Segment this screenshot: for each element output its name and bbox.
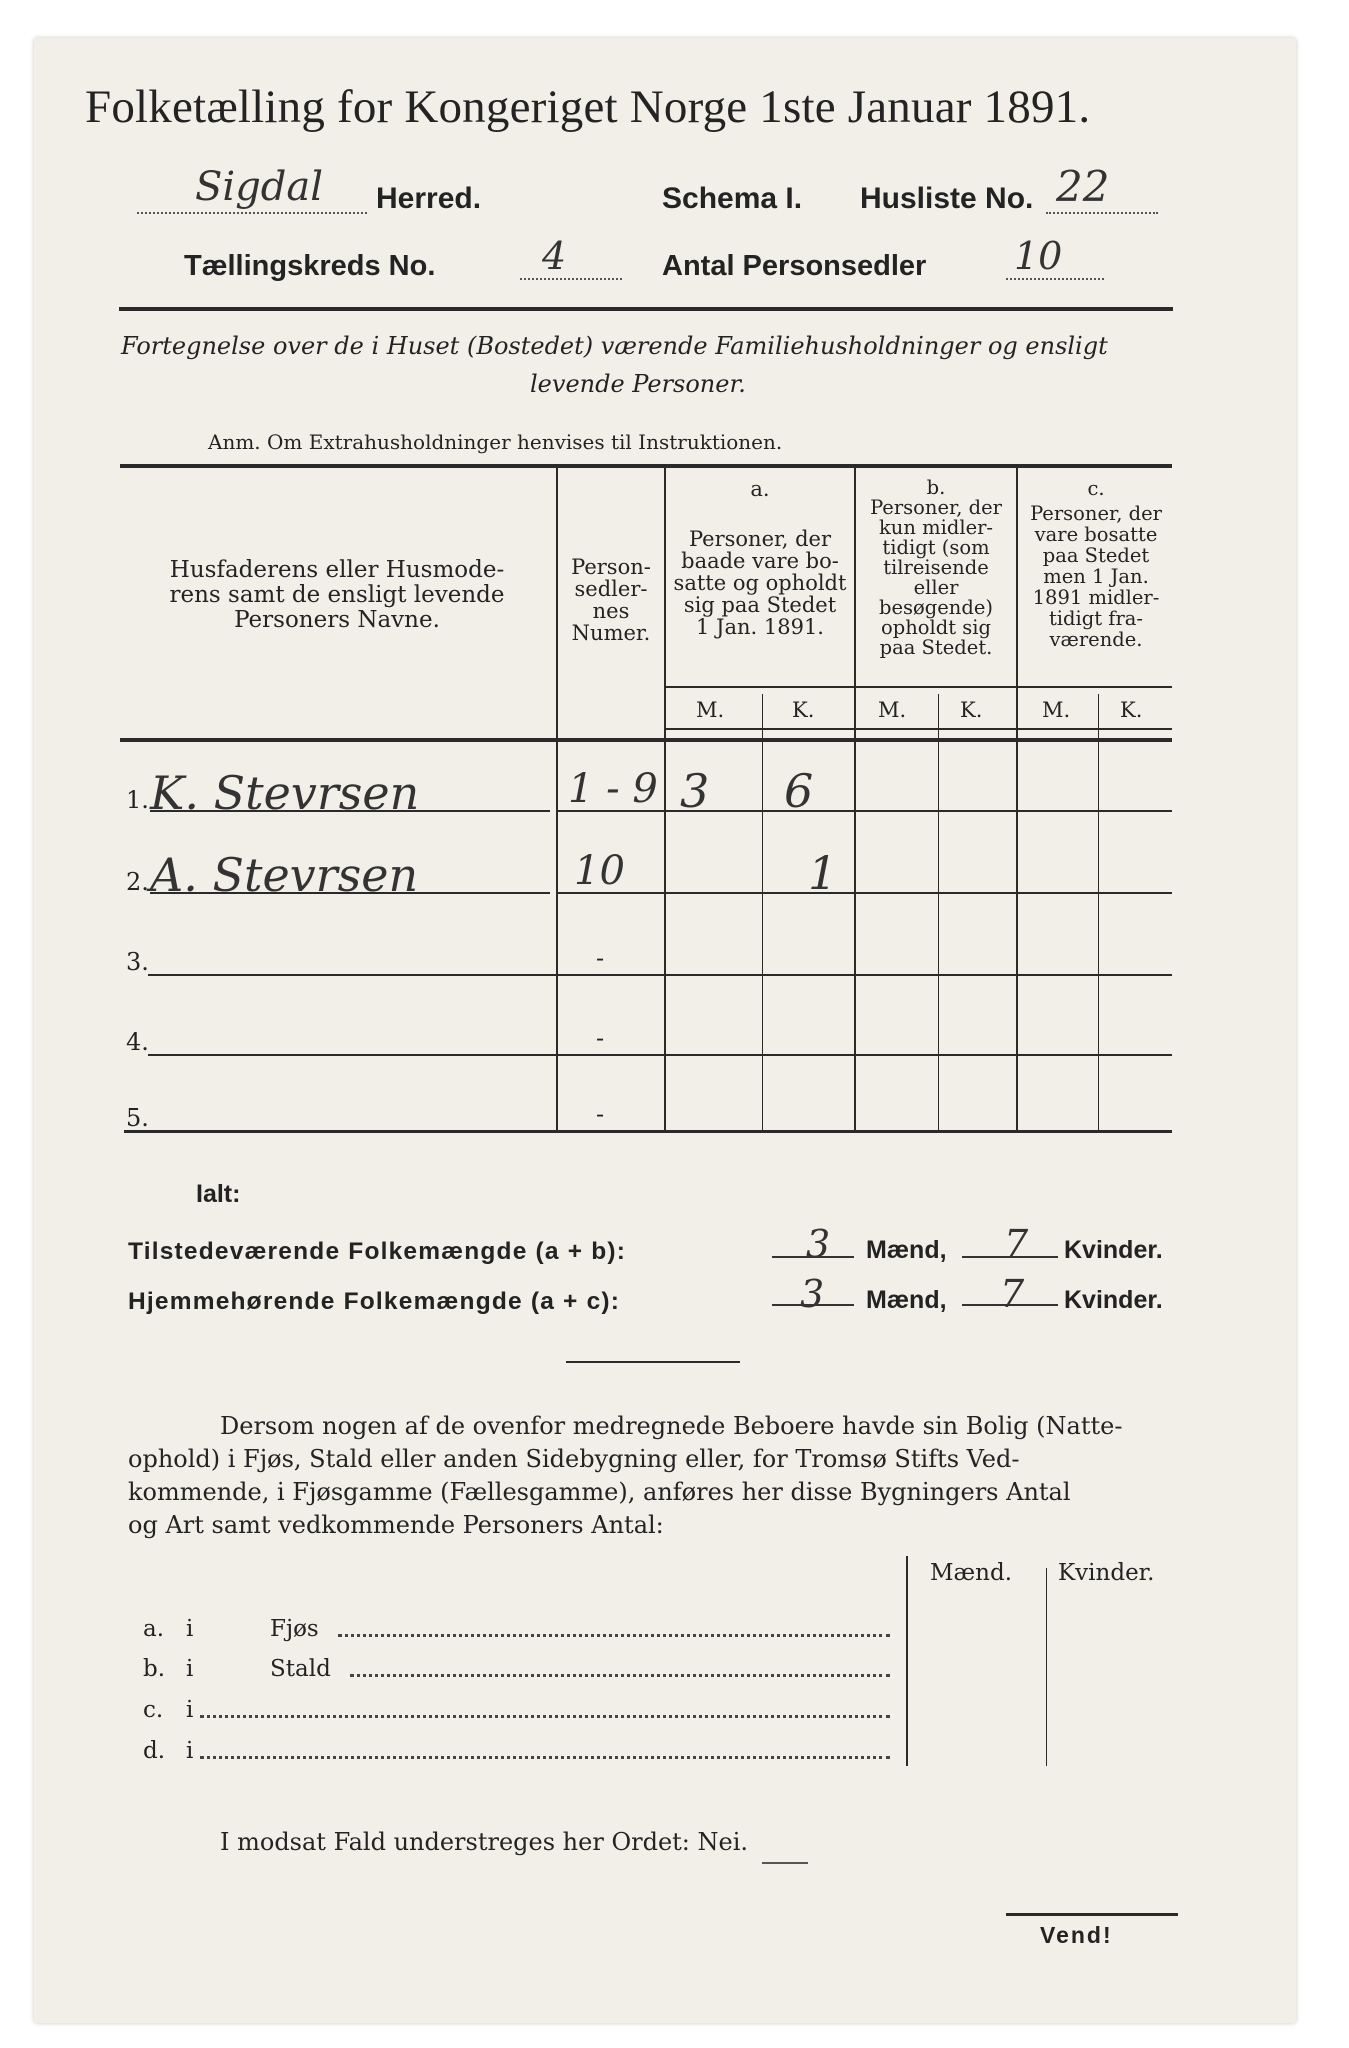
table-bottom-rule <box>124 1130 1172 1133</box>
b-m-label: M. <box>878 698 907 722</box>
row-4-numer: - <box>596 1024 605 1052</box>
row-2-rule <box>556 892 1172 894</box>
row-1-a-m: 3 <box>680 764 710 818</box>
modsat-note: I modsat Fald understreges her Ordet: Nei. <box>220 1828 749 1856</box>
herred-label: Herred. <box>376 182 482 215</box>
tilstede-k-value: 7 <box>1004 1222 1029 1266</box>
antal-field <box>1006 234 1104 280</box>
a-m-label: M. <box>696 698 725 722</box>
row-1-index: 1. <box>126 786 149 814</box>
row-2-index: 2. <box>126 868 149 896</box>
b-k-label: K. <box>960 698 983 722</box>
tilstede-label: Tilstedeværende Folkemængde (a + b): <box>128 1238 627 1265</box>
row-3-index: 3. <box>126 948 149 976</box>
kreds-field <box>520 234 622 280</box>
intro-line1: Fortegnelse over de i Huset (Bostedet) værende Familiehusholdninger og ensligt <box>121 332 1108 360</box>
kreds-value: 4 <box>542 234 567 278</box>
form-title: Folketælling for Kongeriget Norge 1ste Januar 1891. <box>85 81 1091 133</box>
hjemme-kvinder: Kvinder. <box>1064 1286 1163 1314</box>
schema-label: Schema I. <box>662 182 803 215</box>
row-3-rule <box>148 974 1172 976</box>
header-rule <box>119 307 1173 311</box>
anm-note: Anm. Om Extrahusholdninger henvises til Instruktionen. <box>208 430 783 454</box>
col-header-numer: Person- sedler- nes Numer. <box>571 555 651 645</box>
vend-rule <box>1006 1913 1178 1916</box>
mk-top-rule <box>664 686 1172 688</box>
bolig-divider-1 <box>906 1556 908 1766</box>
col-header-a: a. Personer, der baade vare bo- satte og opholdt sig paa Stedet 1 Jan. 1891. <box>673 477 847 639</box>
row-2-name: A. Stevrsen <box>150 848 419 902</box>
sub-divider-b <box>938 694 939 1132</box>
antal-value: 10 <box>1014 234 1063 278</box>
hjemme-m-value: 3 <box>800 1272 825 1316</box>
c-k-label: K. <box>1120 698 1143 722</box>
row-4-rule <box>148 1054 1172 1056</box>
mk-bottom-rule <box>664 728 1172 730</box>
row-5-numer: - <box>596 1100 605 1128</box>
bolig-maend-header: Mænd. <box>930 1560 1013 1586</box>
nei-underline <box>762 1862 808 1864</box>
section-divider <box>566 1361 740 1363</box>
antal-label: Antal Personsedler <box>662 250 927 282</box>
a-k-label: K. <box>792 698 815 722</box>
intro-line2: levende Personer. <box>530 370 746 398</box>
herred-field <box>137 164 367 214</box>
table-top-rule <box>120 464 1172 468</box>
husliste-field <box>1046 162 1158 214</box>
hjemme-maend: Mænd, <box>866 1286 947 1314</box>
tilstede-kvinder: Kvinder. <box>1064 1236 1163 1264</box>
row-4-index: 4. <box>126 1028 149 1056</box>
bolig-divider-2 <box>1046 1568 1047 1766</box>
vend-label: Vend! <box>1040 1922 1113 1948</box>
col-header-c: c. Personer, der vare bosatte paa Stedet men 1 Jan. 1891 midler- tidigt fra- værende. <box>1030 477 1162 651</box>
tilstede-maend: Mænd, <box>866 1236 947 1264</box>
hjemme-label: Hjemmehørende Folkemængde (a + c): <box>128 1288 621 1315</box>
ialt-label: Ialt: <box>196 1180 241 1208</box>
bolig-line4: og Art samt vedkommende Personers Antal: <box>128 1511 664 1539</box>
table-header-bottom-rule <box>120 738 1172 742</box>
herred-value: Sigdal <box>195 164 324 210</box>
hjemme-k-value: 7 <box>1000 1272 1025 1316</box>
row-3-numer: - <box>596 944 605 972</box>
row-5-index: 5. <box>126 1104 149 1132</box>
row-1-a-k: 6 <box>784 764 814 818</box>
sub-divider-a <box>762 694 763 1132</box>
bolig-line2: ophold) i Fjøs, Stald eller anden Sidebygning eller, for Tromsø Stifts Ved- <box>128 1445 1020 1473</box>
col-header-names: Husfaderens eller Husmode- rens samt de ensligt levende Personers Navne. <box>169 557 505 633</box>
kreds-label: Tællingskreds No. <box>184 250 436 282</box>
row-2-numer: 10 <box>574 848 625 894</box>
husliste-label: Husliste No. <box>860 182 1034 215</box>
tilstede-m-value: 3 <box>806 1222 831 1266</box>
col-header-b: b. Personer, der kun midler- tidigt (som tilreisende eller besøgende) opholdt sig paa Stedet. <box>870 476 1002 659</box>
husliste-value: 22 <box>1056 162 1110 211</box>
row-1-name: K. Stevrsen <box>150 766 420 820</box>
sub-divider-c <box>1098 694 1099 1132</box>
row-1-numer: 1 - 9 <box>568 766 658 812</box>
bolig-line3: kommende, i Fjøsgamme (Fællesgamme), anføres her disse Bygningers Antal <box>128 1478 1071 1506</box>
bolig-kvinder-header: Kvinder. <box>1058 1560 1155 1586</box>
bolig-line1: Dersom nogen af de ovenfor medregnede Beboere havde sin Bolig (Natte- <box>220 1412 1123 1440</box>
c-m-label: M. <box>1042 698 1071 722</box>
row-2-a-k: 1 <box>808 846 838 900</box>
